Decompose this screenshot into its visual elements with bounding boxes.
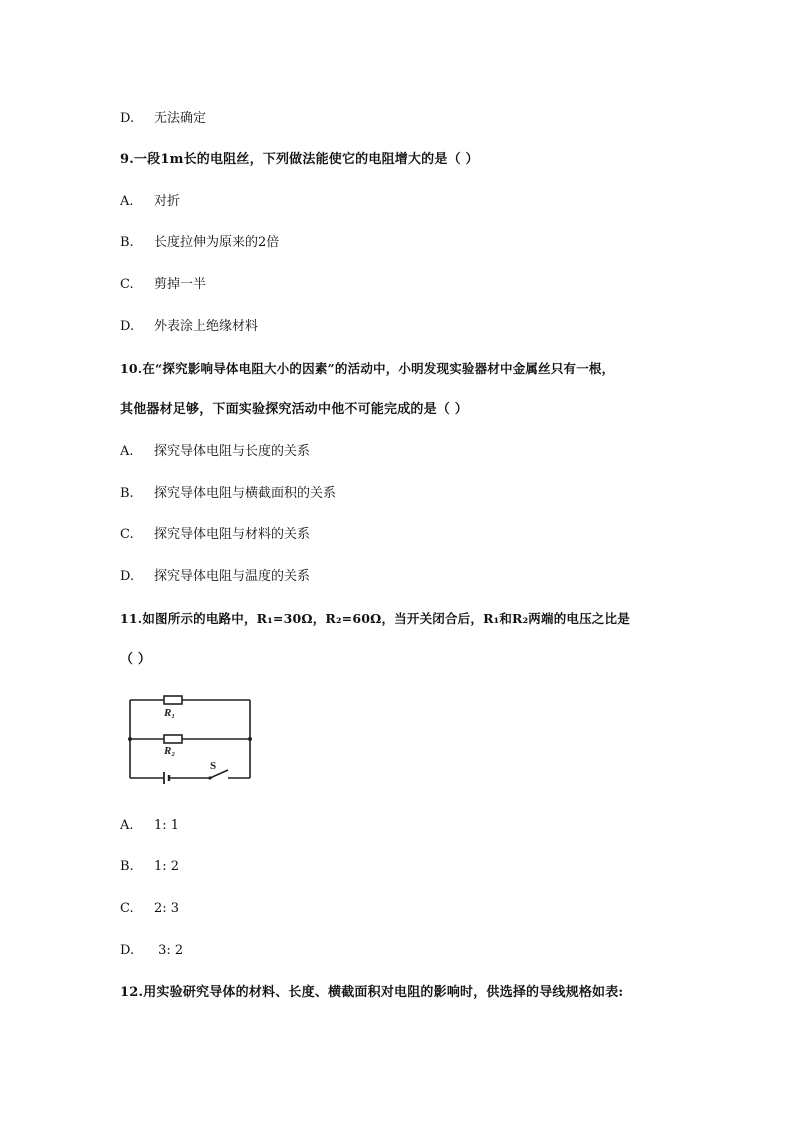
option-letter: D. [120,319,135,334]
option-text: 1: 1 [154,818,180,833]
option-letter: D. [120,111,135,126]
q11-stem-line1: 11.如图所示的电路中，R₁=30Ω，R₂=60Ω，当开关闭合后，R₁和R₂两端的电压之比是 [120,611,630,626]
junction-right [248,737,252,741]
option-letter: B. [120,859,134,874]
junction-left [128,737,132,741]
option-text: 剪掉一半 [154,277,207,292]
option-text: 2: 3 [154,901,180,916]
option-text: 3: 2 [154,943,184,958]
q9-option-c [120,277,206,293]
option-text: 外表涂上绝缘材料 [154,319,259,334]
option-letter: D. [120,569,135,584]
option-letter: C. [120,277,134,292]
option-letter: A. [120,444,134,459]
q10-option-a [120,444,310,460]
label-r1: R₁ [164,707,176,719]
label-r2: R₂ [164,745,176,757]
option-text: 1: 2 [154,859,180,874]
q9-option-b [120,235,279,251]
option-letter: C. [120,901,134,916]
option-text: 探究导体电阻与长度的关系 [154,444,311,459]
q10-option-b [120,486,336,502]
option-text: 探究导体电阻与材料的关系 [154,527,311,542]
option-letter: C. [120,527,134,542]
q10-stem-line2: 其他器材足够，下面实验探究活动中他不可能完成的是（ ） [120,402,468,417]
q11-option-d [120,943,183,959]
q10-option-d [120,569,310,585]
option-letter: A. [120,194,134,209]
option-letter: A. [120,818,134,833]
q10-option-c [120,527,310,543]
q11-stem-line2: （ ） [120,652,152,667]
option-letter: B. [120,235,134,250]
option-text: 探究导体电阻与横截面积的关系 [154,486,337,501]
resistor-r1 [164,696,182,704]
q11-option-a [120,818,179,834]
option-text: 探究导体电阻与温度的关系 [154,569,311,584]
q11-option-c [120,901,179,917]
q9-option-a [120,194,180,210]
resistor-r2 [164,735,182,743]
label-switch: S [210,760,217,772]
option-letter: D. [120,943,135,958]
q10-stem-line1: 10.在“探究影响导体电阻大小的因素”的活动中，小明发现实验器材中金属丝只有一根， [120,361,615,376]
q9-stem: 9.一段1m长的电阻丝，下列做法能使它的电阻增大的是（ ） [120,152,479,167]
option-text: 无法确定 [154,111,207,126]
option-text: 长度拉伸为原来的2倍 [154,235,280,250]
q9-option-d [120,319,258,335]
switch-pivot [208,776,211,779]
option-letter: B. [120,486,134,501]
q11-option-b [120,859,179,875]
circuit-diagram [124,690,260,786]
q12-stem: 12.用实验研究导体的材料、长度、横截面积对电阻的影响时，供选择的导线规格如表: [120,985,624,1000]
option-text: 对折 [154,194,181,209]
q8-option-d [120,111,206,127]
